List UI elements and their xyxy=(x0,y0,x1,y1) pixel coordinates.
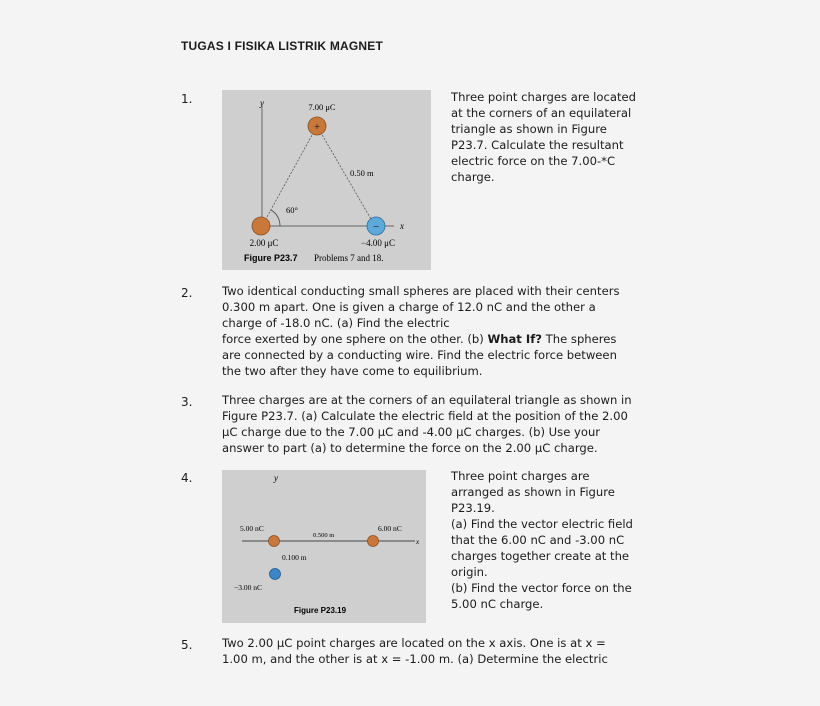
charge-neg3nC xyxy=(270,569,281,580)
separation-y-label: 0.100 m xyxy=(282,553,307,562)
problem-1-text: Three point charges are located at the corners of an equilateral triangle as shown in Figure P23.7. Calculate the resultant electric force on the 7.00-*C charge. xyxy=(451,90,637,184)
axis-x-label: x xyxy=(400,221,404,231)
problem-3-text: Three charges are at the corners of an equilateral triangle as shown in Figure P23.7. (a) Calculate the electric field at the position of the 2.00 μC charge due to the 7.00 μC and -4.00 μC charges. (b) Use your answer to part (a) to determine the force on the 2.00 μC charge. xyxy=(222,393,632,455)
top-charge-label: 7.00 μC xyxy=(308,102,336,112)
svg-text:+: + xyxy=(313,122,321,131)
problem-5-number: 5. xyxy=(181,638,193,652)
charge-right-label: 6.00 nC xyxy=(378,524,402,533)
right-charge-label: −4.00 μC xyxy=(361,238,395,248)
problem-4-text: Three point charges are arranged as shown in Figure P23.19. (a) Find the vector electric field that the 6.00 nC and -3.00 nC charges together create at the origin. (b) Find the vector force on the 5.00 nC charge. xyxy=(451,469,633,611)
angle-arc xyxy=(271,210,280,226)
figure-p23-19 xyxy=(222,470,426,623)
problem-2-text-a: Two identical conducting small spheres are placed with their centers 0.300 m apart. One is given a charge of 12.0 nC and the other a charge of -18.0 nC. (a) Find the electric force exerted by one sphere on the other. (b) xyxy=(222,284,620,346)
problem-2-number: 2. xyxy=(181,286,193,300)
problem-1-number: 1. xyxy=(181,92,193,106)
charge-left-2uC xyxy=(252,217,270,235)
charge-6nC xyxy=(368,536,379,547)
figure-caption-label: Figure P23.19 xyxy=(294,606,347,615)
document-title: TUGAS I FISIKA LISTRIK MAGNET xyxy=(181,39,384,53)
figure-caption-text: Problems 7 and 18. xyxy=(314,253,384,263)
charge-left-label: 5.00 nC xyxy=(240,524,264,533)
problem-5-text: Two 2.00 μC point charges are located on the x axis. One is at x = 1.00 m, and the other is at x = -1.00 m. (a) Determine the electric xyxy=(222,636,608,666)
charge-5nC xyxy=(269,536,280,547)
problem-2-text-b: The spheres are connected by a conducting wire. Find the electric force between the two after they have come to equilibrium. xyxy=(222,332,617,378)
charge-bottom-label: −3.00 nC xyxy=(234,583,262,592)
axis-x-label: x xyxy=(416,538,420,546)
axis-y-label: y xyxy=(274,473,278,483)
separation-x-label: 0.500 m xyxy=(313,532,335,539)
left-charge-label: 2.00 μC xyxy=(249,238,279,248)
axis-y-label: y xyxy=(260,98,264,108)
problem-2-text xyxy=(222,283,642,379)
side-length-label: 0.50 m xyxy=(350,168,374,178)
angle-label: 60° xyxy=(286,205,298,215)
figure-caption-label: Figure P23.7 xyxy=(244,253,298,263)
svg-text:−: − xyxy=(372,222,380,231)
problem-3-number: 3. xyxy=(181,395,193,409)
what-if-label: What If? xyxy=(487,332,542,346)
problem-4-number: 4. xyxy=(181,471,193,485)
figure-p23-7 xyxy=(222,90,431,270)
